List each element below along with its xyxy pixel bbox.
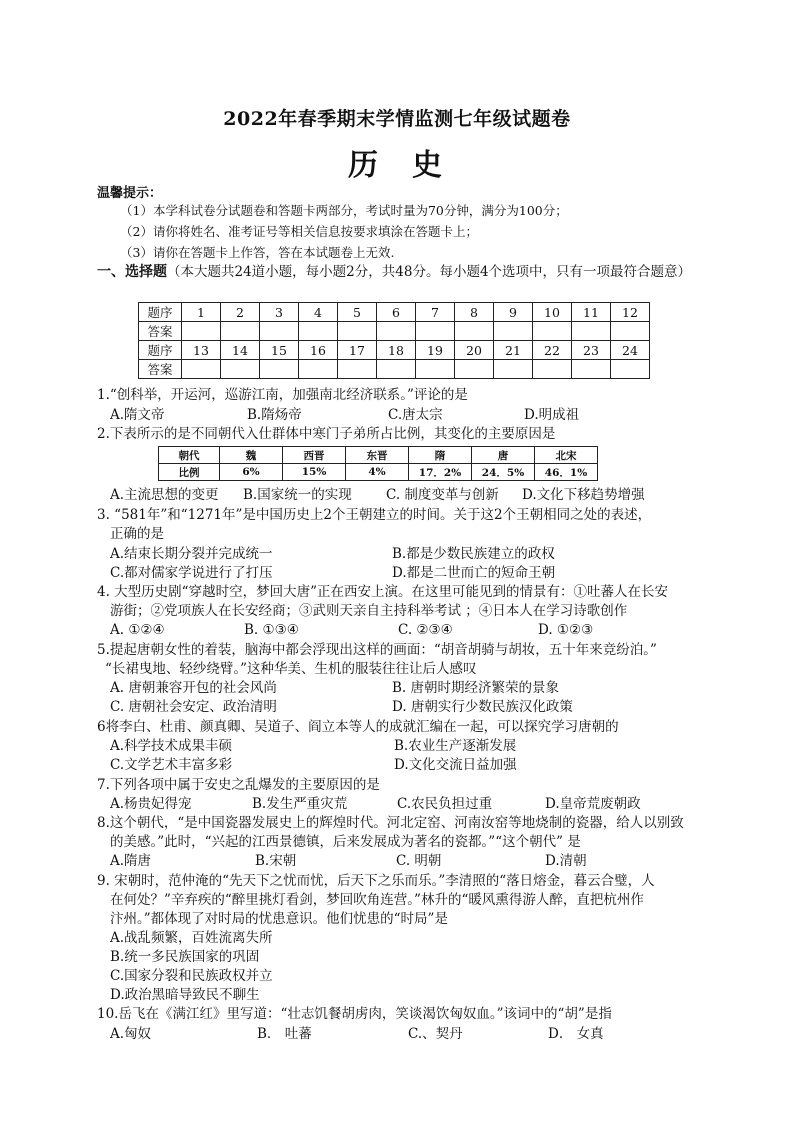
q6-stem: 6将李白、杜甫、颜真卿、吴道子、阎立本等人的成就汇编在一起，可以探究学习唐朝的	[97, 719, 619, 735]
era-cell: 17．2%	[409, 464, 472, 481]
num-cell: 24	[611, 341, 650, 360]
section-label: 一、选择题	[97, 264, 167, 280]
answer-cell	[416, 322, 455, 341]
answer-cell	[182, 360, 221, 379]
answer-cell	[182, 322, 221, 341]
q2-option-d: D.文化下移趋势增强	[522, 487, 645, 503]
era-cell: 北宋	[535, 447, 598, 464]
answer-cell	[260, 360, 299, 379]
q1-stem: 1.“创科举，开运河，巡游江南，加强南北经济联系。”评论的是	[97, 387, 468, 403]
q4-option-a: A. ①②④	[110, 622, 165, 638]
answer-cell	[221, 360, 260, 379]
q4-stem-line-1: 4. 大型历史剧“穿越时空，梦回大唐”正在西安上演。在这里可能见到的情景有：①吐蕃人在长安	[97, 584, 668, 600]
answer-table-row	[139, 322, 650, 341]
era-table	[158, 446, 598, 481]
q9-option-d: D.政治黑暗导致民不聊生	[110, 987, 260, 1003]
answer-cell	[416, 360, 455, 379]
row-label: 答案	[139, 322, 182, 341]
q9-stem-line-2: 在何处？”辛弃疾的“醉里挑灯看剑，梦回吹角连营。”林升的“暖风熏得游人醉，直把杭州作	[110, 892, 644, 908]
answer-table-row	[139, 341, 650, 360]
answer-cell	[533, 360, 572, 379]
era-table-header	[159, 447, 598, 464]
num-cell: 21	[494, 341, 533, 360]
num-cell: 7	[416, 303, 455, 322]
row-label: 题序	[139, 341, 182, 360]
num-cell: 12	[611, 303, 650, 322]
num-cell: 3	[260, 303, 299, 322]
num-cell: 16	[299, 341, 338, 360]
subject-title: 历史	[348, 148, 476, 183]
q2-option-a: A.主流思想的变更	[110, 487, 219, 503]
num-cell: 4	[299, 303, 338, 322]
q5-option-a: A. 唐朝兼容开包的社会风尚	[110, 680, 277, 696]
row-label: 题序	[139, 303, 182, 322]
era-cell: 隋	[409, 447, 472, 464]
era-cell: 15%	[283, 464, 346, 481]
q6-option-d: D.文化交流日益加强	[394, 757, 517, 773]
answer-cell	[494, 360, 533, 379]
q9-option-b: B.统一多民族国家的巩固	[110, 949, 260, 965]
q7-stem: 7.下列各项中属于安史之乱爆发的主要原因的是	[97, 777, 380, 793]
q8-stem-line-2: 的美感。”此时，“兴起的江西景德镇，后来发展成为著名的瓷都。”“这个朝代” 是	[110, 834, 581, 850]
num-cell: 20	[455, 341, 494, 360]
q10-option-c: C.、契丹	[408, 1026, 463, 1042]
q5-stem-line-1: 5.提起唐朝女性的着装，脑海中都会浮现出这样的画面：“胡音胡骑与胡妆，五十年来竞纷泊。”	[97, 642, 657, 658]
num-cell: 5	[338, 303, 377, 322]
num-cell: 8	[455, 303, 494, 322]
q7-option-a: A.杨贵妃得宠	[110, 796, 192, 812]
q3-option-a: A.结束长期分裂并完成统一	[110, 546, 273, 562]
q3-stem-line-1: 3. “581年”和“1271年”是中国历史上2个王朝建立的时间。关于这2个王朝相同之处的表述，	[97, 507, 652, 523]
tip-1: （1）本学科试卷分试题卷和答题卡两部分，考试时量为70分钟，满分为100分；	[120, 203, 568, 218]
q1-option-c: C.唐太宗	[388, 407, 443, 423]
num-cell: 6	[377, 303, 416, 322]
q8-option-d: D.清朝	[545, 853, 587, 869]
answer-cell	[611, 360, 650, 379]
era-table-values	[159, 464, 598, 481]
answer-cell	[299, 322, 338, 341]
answer-cell	[221, 322, 260, 341]
answer-cell	[377, 322, 416, 341]
num-cell: 10	[533, 303, 572, 322]
q3-option-d: D.都是二世而亡的短命王朝	[392, 565, 556, 581]
era-cell: 4%	[346, 464, 409, 481]
answer-cell	[494, 322, 533, 341]
q1-option-a: A.隋文帝	[110, 407, 165, 423]
answer-cell	[572, 322, 611, 341]
q8-stem-line-1: 8.这个朝代，“是中国瓷器发展史上的辉煌时代。河北定窑、河南汝窑等地烧制的瓷器，给人以别致	[97, 815, 684, 831]
answer-table-row	[139, 303, 650, 322]
section-heading	[97, 262, 707, 283]
era-cell: 西晋	[283, 447, 346, 464]
q2-option-c: C. 制度变革与创新	[386, 487, 499, 503]
q4-option-c: C. ②③④	[398, 622, 453, 638]
answer-cell	[533, 322, 572, 341]
num-cell: 13	[182, 341, 221, 360]
row-label: 答案	[139, 360, 182, 379]
q5-option-d: D. 唐朝实行少数民族汉化政策	[392, 699, 573, 715]
q3-option-b: B.都是少数民族建立的政权	[392, 546, 555, 562]
answer-cell	[338, 322, 377, 341]
q4-stem-line-2: 游街；②党项族人在长安经商；③武则天亲自主持科举考试 ；④日本人在学习诗歌创作	[110, 603, 628, 619]
section-desc: （本大题共24道小题，每小题2分，共48分。每小题4个选项中，只有一项最符合题意）	[167, 264, 692, 280]
q2-stem: 2.下表所示的是不同朝代入仕群体中寒门子弟所占比例，其变化的主要原因是	[97, 426, 556, 442]
answer-cell	[260, 322, 299, 341]
answer-table-row	[139, 360, 650, 379]
answer-cell	[455, 360, 494, 379]
era-cell: 比例	[159, 464, 220, 481]
num-cell: 9	[494, 303, 533, 322]
exam-title: 2022年春季期末学情监测七年级试题卷	[223, 108, 571, 130]
q7-option-d: D.皇帝荒废朝政	[545, 796, 641, 812]
era-cell: 6%	[220, 464, 283, 481]
q1-option-d: D.明成祖	[524, 407, 580, 423]
era-cell: 24．5%	[472, 464, 535, 481]
era-cell: 46．1%	[535, 464, 598, 481]
q4-option-b: B. ①③④	[244, 622, 299, 638]
num-cell: 14	[221, 341, 260, 360]
num-cell: 1	[182, 303, 221, 322]
tip-3: （3）请你在答题卡上作答，答在本试题卷上无效.	[120, 245, 395, 260]
num-cell: 23	[572, 341, 611, 360]
q8-option-c: C. 明朝	[396, 853, 442, 869]
q3-stem-line-2: 正确的是	[110, 526, 164, 542]
q6-option-a: A.科学技术成果丰硕	[110, 738, 233, 754]
q8-option-b: B.宋朝	[255, 853, 297, 869]
num-cell: 15	[260, 341, 299, 360]
q7-option-c: C.农民负担过重	[397, 796, 493, 812]
q10-stem: 10.岳飞在《满江红》里写道：“壮志饥餐胡虏肉，笑谈渴饮匈奴血。”该词中的“胡”是指	[97, 1006, 612, 1022]
q10-option-a: A.匈奴	[110, 1026, 152, 1042]
era-cell: 唐	[472, 447, 535, 464]
era-cell: 魏	[220, 447, 283, 464]
tips-title: 温馨提示：	[97, 186, 163, 201]
answer-cell	[338, 360, 377, 379]
q3-option-c: C.都对儒家学说进行了打压	[110, 565, 273, 581]
q10-option-d: D． 女真	[548, 1026, 604, 1042]
num-cell: 2	[221, 303, 260, 322]
num-cell: 22	[533, 341, 572, 360]
q9-stem-line-3: 汴州。”都体现了对时局的忧患意识。他们忧患的“时局”是	[110, 911, 448, 927]
q8-option-a: A.隋唐	[110, 853, 152, 869]
q1-option-b: B.隋炀帝	[247, 407, 302, 423]
num-cell: 11	[572, 303, 611, 322]
q9-option-a: A.战乱频繁，百姓流离失所	[110, 930, 273, 946]
q6-option-b: B.农业生产逐渐发展	[394, 738, 517, 754]
num-cell: 17	[338, 341, 377, 360]
era-cell: 东晋	[346, 447, 409, 464]
q9-stem-line-1: 9. 宋朝时，范仲淹的“先天下之忧而忧，后天下之乐而乐。”李清照的“落日熔金，暮云合璧，人	[97, 873, 655, 889]
answer-cell	[572, 360, 611, 379]
q6-option-c: C.文学艺术丰富多彩	[110, 757, 233, 773]
num-cell: 19	[416, 341, 455, 360]
tip-2: （2）请你将姓名、准考证号等相关信息按要求填涂在答题卡上；	[120, 224, 478, 239]
q7-option-b: B.发生严重灾荒	[252, 796, 348, 812]
answer-cell	[299, 360, 338, 379]
answer-table	[138, 302, 650, 379]
q5-option-c: C. 唐朝社会安定、政治清明	[110, 699, 277, 715]
answer-cell	[611, 322, 650, 341]
answer-cell	[377, 360, 416, 379]
answer-cell	[455, 322, 494, 341]
q9-option-c: C.国家分裂和民族政权并立	[110, 968, 273, 984]
q10-option-b: B． 吐蕃	[257, 1026, 312, 1042]
q2-option-b: B.国家统一的实现	[243, 487, 352, 503]
era-cell: 朝代	[159, 447, 220, 464]
q5-stem-line-2: “长裙曳地、轻纱绕臂。”这种华美、生机的服装往往让后人感叹	[105, 661, 477, 677]
num-cell: 18	[377, 341, 416, 360]
q4-option-d: D. ①②③	[538, 622, 594, 638]
q5-option-b: B. 唐朝时期经济繁荣的景象	[392, 680, 560, 696]
